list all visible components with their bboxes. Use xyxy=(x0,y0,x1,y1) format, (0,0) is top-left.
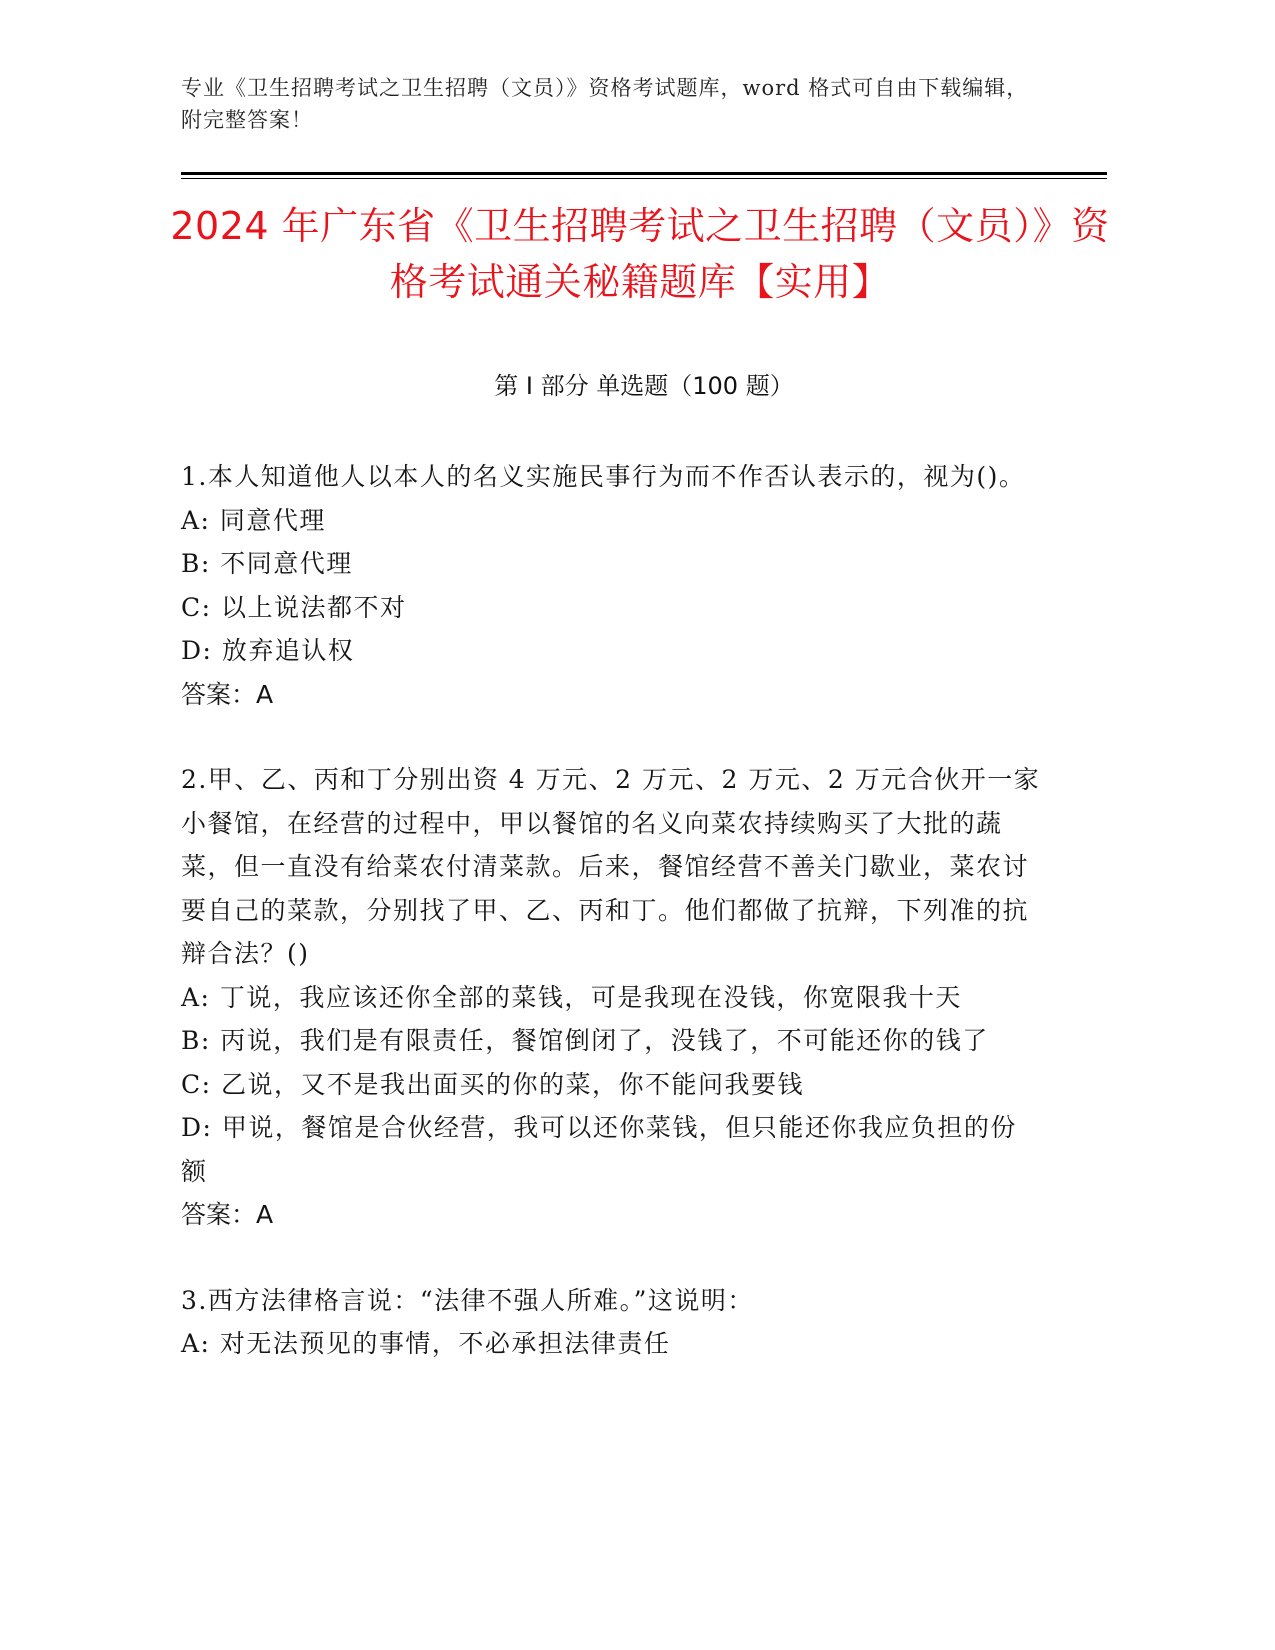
option-a: A: 同意代理 xyxy=(181,505,326,535)
document-title: 2024 年广东省《卫生招聘考试之卫生招聘（文员）》资格考试通关秘籍题库【实用】 xyxy=(170,204,1110,304)
header-note: 专业《卫生招聘考试之卫生招聘（文员）》资格考试题库，word 格式可自由下载编辑，附完整答案！ xyxy=(181,76,1029,132)
option-c: C: 以上说法都不对 xyxy=(181,592,407,622)
option-a: A: 丁说，我应该还你全部的菜钱，可是我现在没钱，你宽限我十天 xyxy=(181,982,962,1012)
section-heading: 第 I 部分 单选题（100 题） xyxy=(494,372,794,400)
question-stem: 2.甲、乙、丙和丁分别出资 4 万元、2 万元、2 万元、2 万元合伙开一家小餐馆，在经营的过程中，甲以餐馆的名义向菜农持续购买了大批的蔬菜，但一直没有给菜农付清菜款。后来，餐馆经营不善关门歇业，菜农讨要自己的菜款，分别找了甲、乙、丙和丁。他们都做了抗辩，下列准的抗辩合法？() xyxy=(181,765,1041,968)
option-c: C: 乙说，又不是我出面买的你的菜，你不能问我要钱 xyxy=(181,1069,805,1099)
question-3 xyxy=(181,1279,1041,1366)
option-b: B: 不同意代理 xyxy=(181,549,353,578)
option-d: D: 放弃追认权 xyxy=(181,636,355,665)
question-list xyxy=(181,455,1041,1408)
option-d: D: 甲说，餐馆是合伙经营，我可以还你菜钱，但只能还你我应负担的份额 xyxy=(181,1113,1017,1186)
answer-line: 答案：A xyxy=(181,1200,274,1229)
option-b: B: 丙说，我们是有限责任，餐馆倒闭了，没钱了，不可能还你的钱了 xyxy=(181,1026,989,1055)
question-1 xyxy=(181,455,1041,716)
question-stem: 1.本人知道他人以本人的名义实施民事行为而不作否认表示的，视为()。 xyxy=(181,462,1026,491)
header-divider-thin xyxy=(181,178,1107,179)
answer-line: 答案：A xyxy=(181,679,274,709)
header-divider-thick xyxy=(181,172,1107,175)
question-stem: 3.西方法律格言说：“法律不强人所难。”这说明： xyxy=(181,1285,754,1315)
question-2 xyxy=(181,758,1041,1237)
option-a: A: 对无法预见的事情，不必承担法律责任 xyxy=(181,1329,671,1358)
